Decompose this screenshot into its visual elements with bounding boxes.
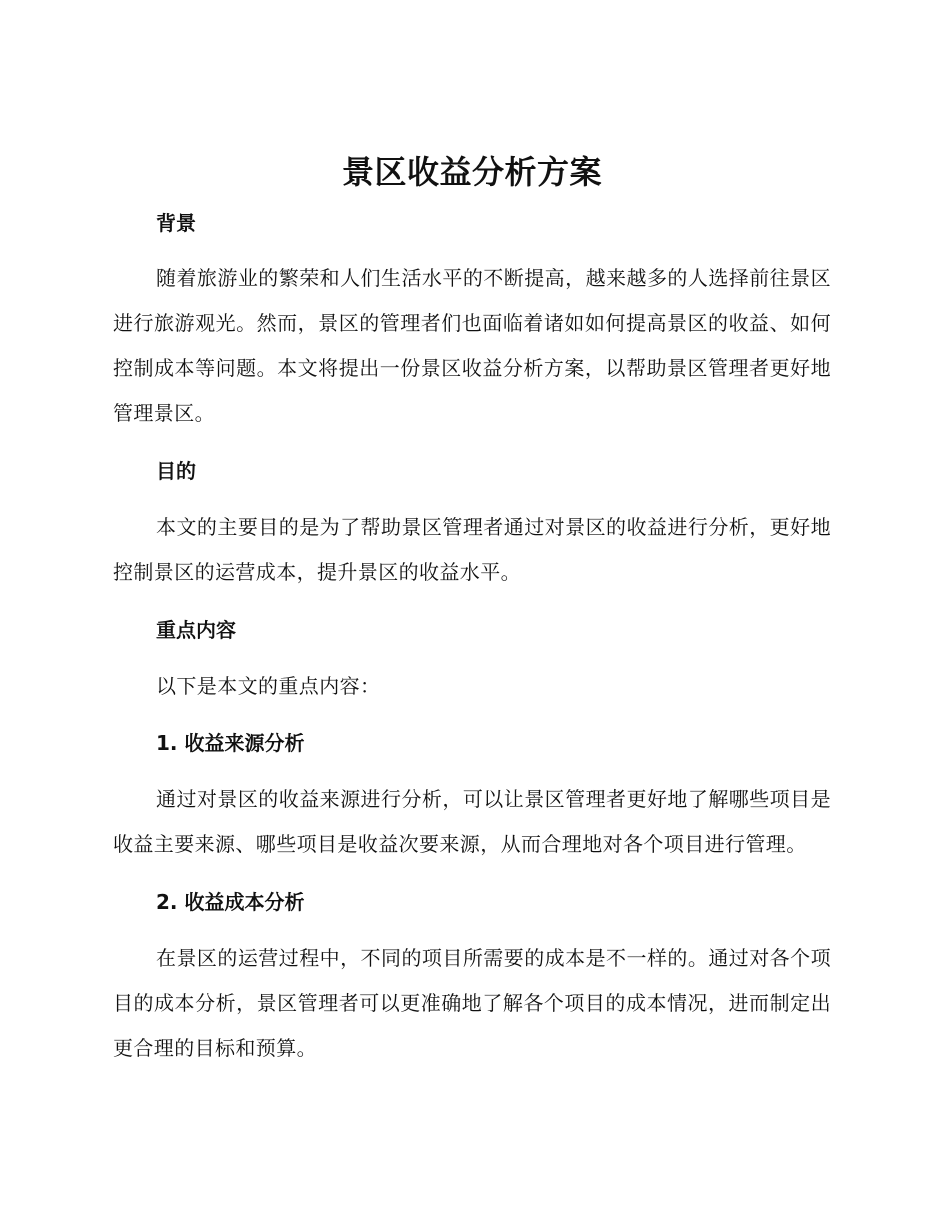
paragraph-purpose: 本文的主要目的是为了帮助景区管理者通过对景区的收益进行分析，更好地控制景区的运营成本，提升景区的收益水平。 <box>113 515 831 584</box>
section-heading-purpose: 目的 <box>156 459 196 483</box>
section-heading-revenue-cost: 2. 收益成本分析 <box>156 890 305 914</box>
document-title: 景区收益分析方案 <box>341 153 602 191</box>
paragraph-revenue-cost: 在景区的运营过程中，不同的项目所需要的成本是不一样的。通过对各个项目的成本分析，景区管理者可以更准确地了解各个项目的成本情况，进而制定出更合理的目标和预算。 <box>113 946 831 1060</box>
section-heading-revenue-source: 1. 收益来源分析 <box>156 731 305 755</box>
paragraph-key-content-intro: 以下是本文的重点内容： <box>156 674 381 698</box>
document-body <box>113 148 831 1071</box>
section-heading-background: 背景 <box>156 211 196 235</box>
section-heading-key-content: 重点内容 <box>156 618 236 642</box>
paragraph-revenue-source: 通过对景区的收益来源进行分析，可以让景区管理者更好地了解哪些项目是收益主要来源、哪些项目是收益次要来源，从而合理地对各个项目进行管理。 <box>113 787 831 856</box>
paragraph-background: 随着旅游业的繁荣和人们生活水平的不断提高，越来越多的人选择前往景区进行旅游观光。然而，景区的管理者们也面临着诸如如何提高景区的收益、如何控制成本等问题。本文将提出一份景区收益分析方案，以帮助景区管理者更好地管理景区。 <box>113 266 831 425</box>
